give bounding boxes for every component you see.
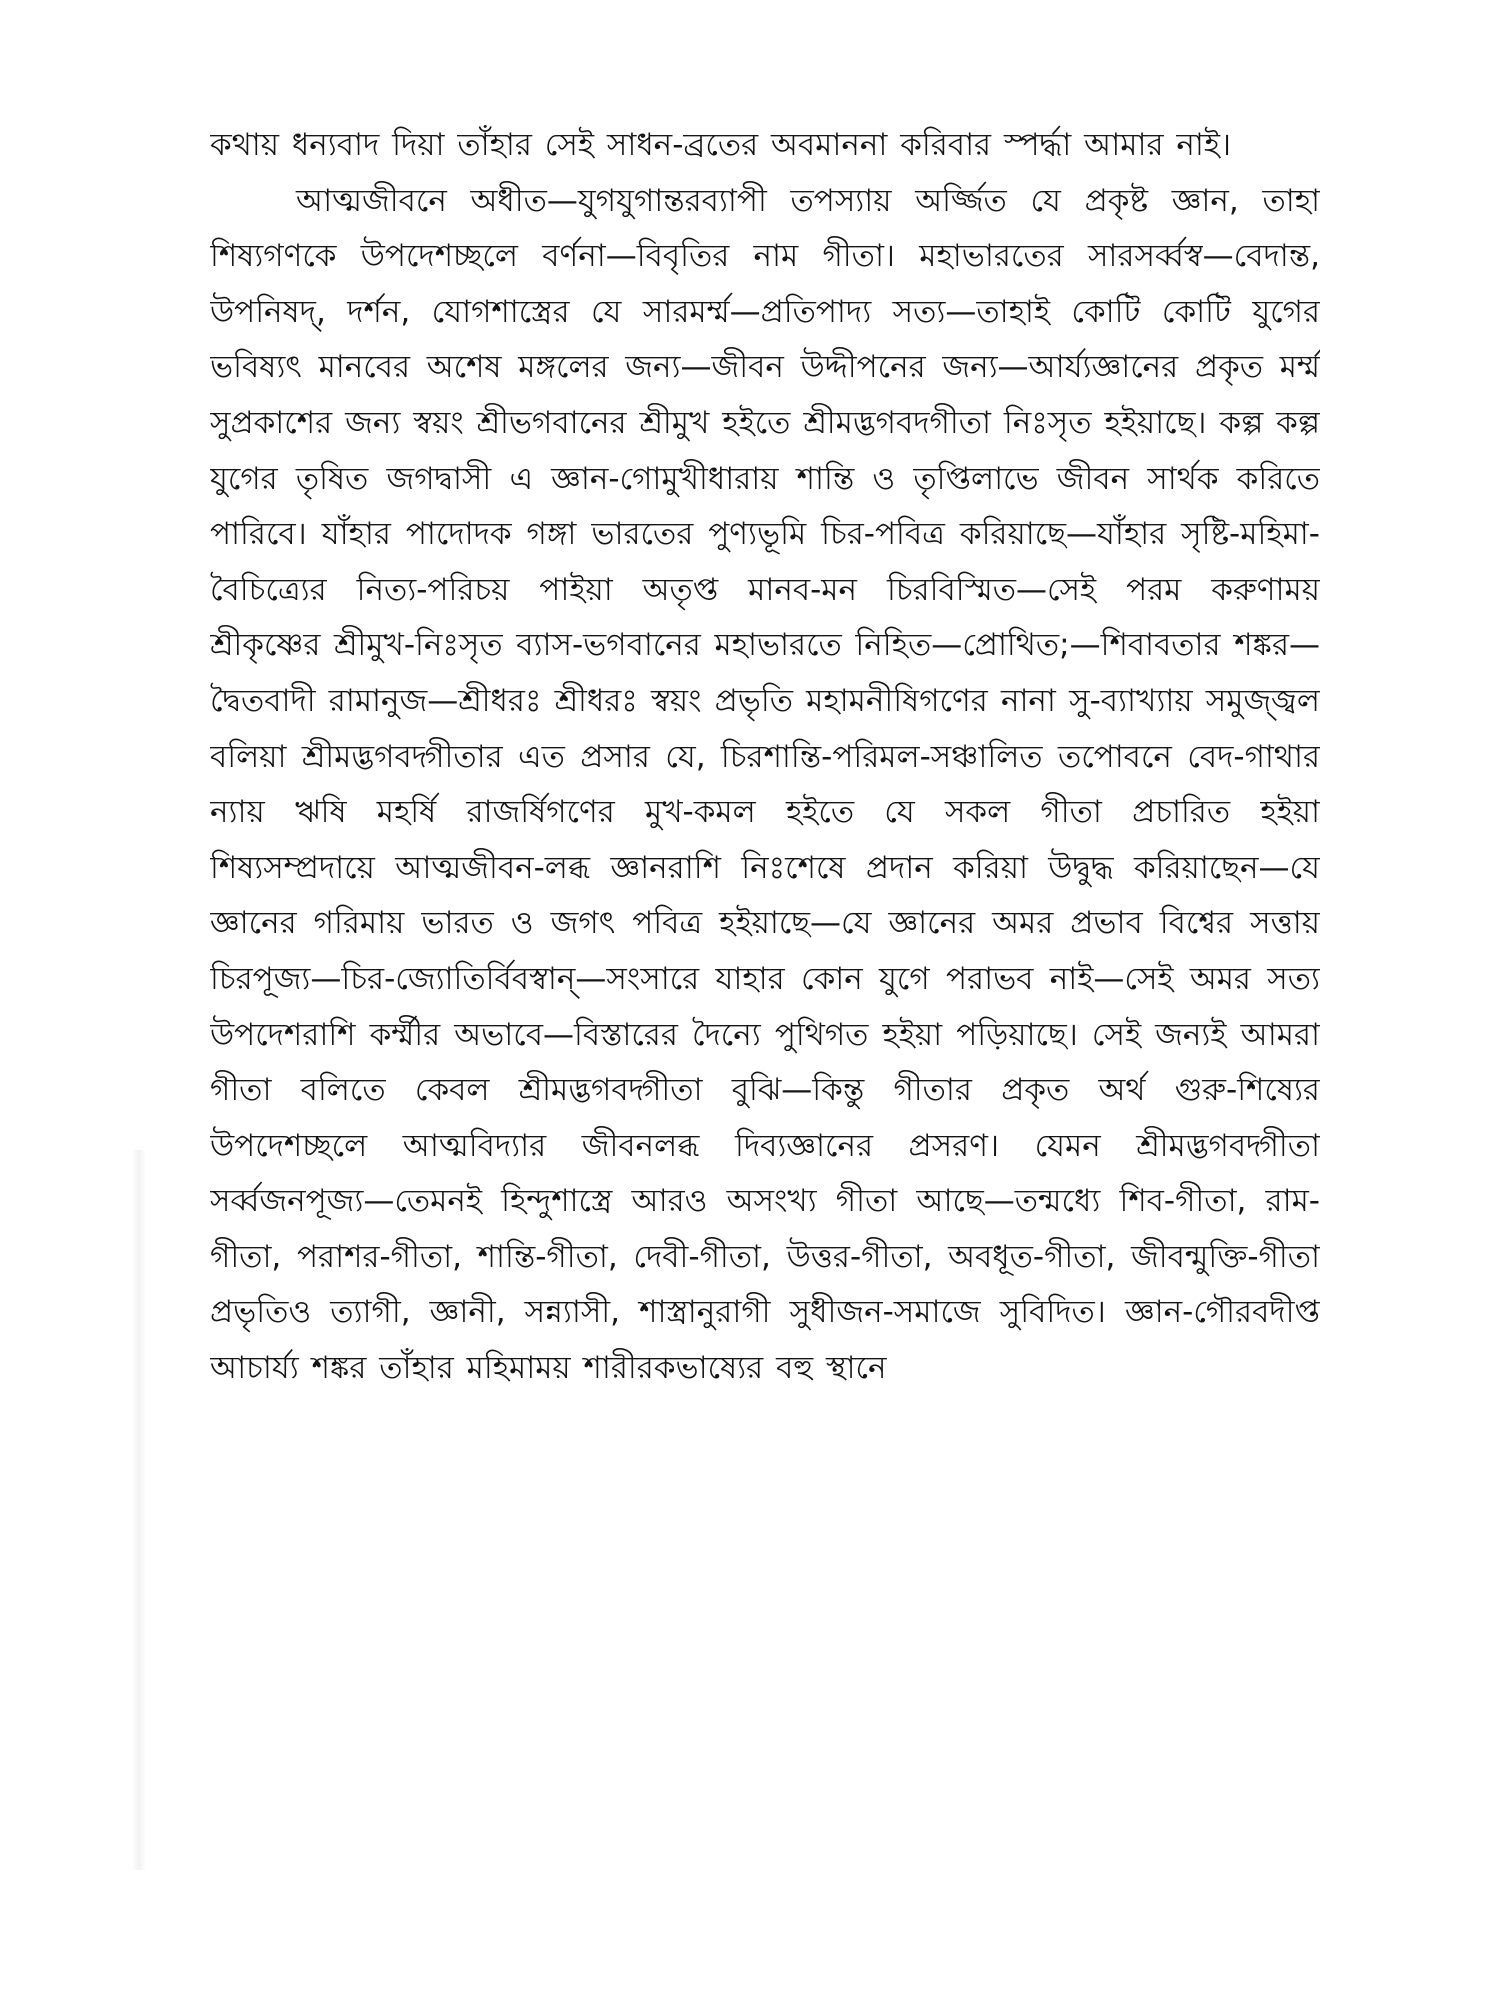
paragraph-opening: কথায় ধন্যবাদ দিয়া তাঁহার সেই সাধন-ব্রতের অবমাননা করিবার স্পর্দ্ধা আমার নাই। bbox=[210, 127, 1232, 163]
paragraph-gita-essay: আত্মজীবনে অধীত—যুগযুগান্তরব্যাপী তপস্যায় অর্জ্জিত যে প্রকৃষ্ট জ্ঞান, তাহা শিষ্যগণকে উপদেশচ্ছলে বর্ণনা—বিবৃতির নাম গীতা। মহাভারতের সারসর্ব্বস্ব—বেদান্ত, উপনিষদ্, দর্শন, যোগশাস্ত্রের যে সারমর্ম্ম—প্রতিপাদ্য সত্য—তাহাই কোটি কোটি যুগের ভবিষ্যৎ মানবের অশেষ মঙ্গলের জন্য—জীবন উদ্দীপনের জন্য—আর্য্যজ্ঞানের প্রকৃত মর্ম্ম সুপ্রকাশের জন্য স্বয়ং শ্রীভগবানের শ্রীমুখ হইতে শ্রীমদ্ভগবদগীতা নিঃসৃত হইয়াছে। কল্প কল্প যুগের তৃষিত জগদ্বাসী এ জ্ঞান-গোমুখীধারায় শান্তি ও তৃপ্তিলাভে জীবন সার্থক করিতে পারিবে। যাঁহার পাদোদক গঙ্গা ভারতের পুণ্যভূমি চির-পবিত্র করিয়াছে—যাঁহার সৃষ্টি-মহিমা-বৈচিত্র্যের নিত্য-পরিচয় পাইয়া অতৃপ্ত মানব-মন চিরবিস্মিত—সেই পরম করুণাময় শ্রীকৃষ্ণের শ্রীমুখ-নিঃসৃত ব্যাস-ভগবানের মহাভারতে নিহিত—প্রোথিত;—শিবাবতার শঙ্কর—দ্বৈতবাদী রামানুজ—শ্রীধরঃ শ্রীধরঃ স্বয়ং প্রভৃতি মহামনীষিগণের নানা সু-ব্যাখ্যায় সমুজ্জ্বল বলিয়া শ্রীমদ্ভগবদ্গীতার এত প্রসার যে, চিরশান্তি-পরিমল-সঞ্চালিত তপোবনে বেদ-গাথার ন্যায় ঋষি মহর্ষি রাজর্ষিগণের মুখ-কমল হইতে যে সকল গীতা প্রচারিত হইয়া শিষ্যসম্প্রদায়ে আত্মজীবন-লব্ধ জ্ঞানরাশি নিঃশেষে প্রদান করিয়া উদ্বুদ্ধ করিয়াছেন—যে জ্ঞানের গরিমায় ভারত ও জগৎ পবিত্র হইয়াছে—যে জ্ঞানের অমর প্রভাব বিশ্বের সত্তায় চিরপূজ্য—চির-জ্যোতির্বিবস্বান্—সংসারে যাহার কোন যুগে পরাভব নাই—সেই অমর সত্য উপদেশরাশি কর্ম্মীর অভাবে—বিস্তারের দৈন্যে পুথিগত হইয়া পড়িয়াছে। সেই জন্যই আমরা গীতা বলিতে কেবল শ্রীমদ্ভগবদ্গীতা বুঝি—কিন্তু গীতার প্রকৃত অর্থ গুরু-শিষ্যের উপদেশচ্ছলে আত্মবিদ্যার জীবনলব্ধ দিব্যজ্ঞানের প্রসরণ। যেমন শ্রীমদ্ভগবদ্গীতা সর্ব্বজনপূজ্য—তেমনই হিন্দুশাস্ত্রে আরও অসংখ্য গীতা আছে—তন্মধ্যে শিব-গীতা, রাম-গীতা, পরাশর-গীতা, শান্তি-গীতা, দেবী-গীতা, উত্তর-গীতা, অবধূত-গীতা, জীবন্মুক্তি-গীতা প্রভৃতিও ত্যাগী, জ্ঞানী, সন্ন্যাসী, শাস্ত্রানুরাগী সুধীজন-সমাজে সুবিদিত। জ্ঞান-গৌরবদীপ্ত আচার্য্য শঙ্কর তাঁহার মহিমাময় শারীরকভাষ্যের বহু স্থানে bbox=[210, 182, 1320, 1387]
scan-shadow bbox=[132, 1150, 146, 1870]
book-page bbox=[210, 118, 1320, 1878]
